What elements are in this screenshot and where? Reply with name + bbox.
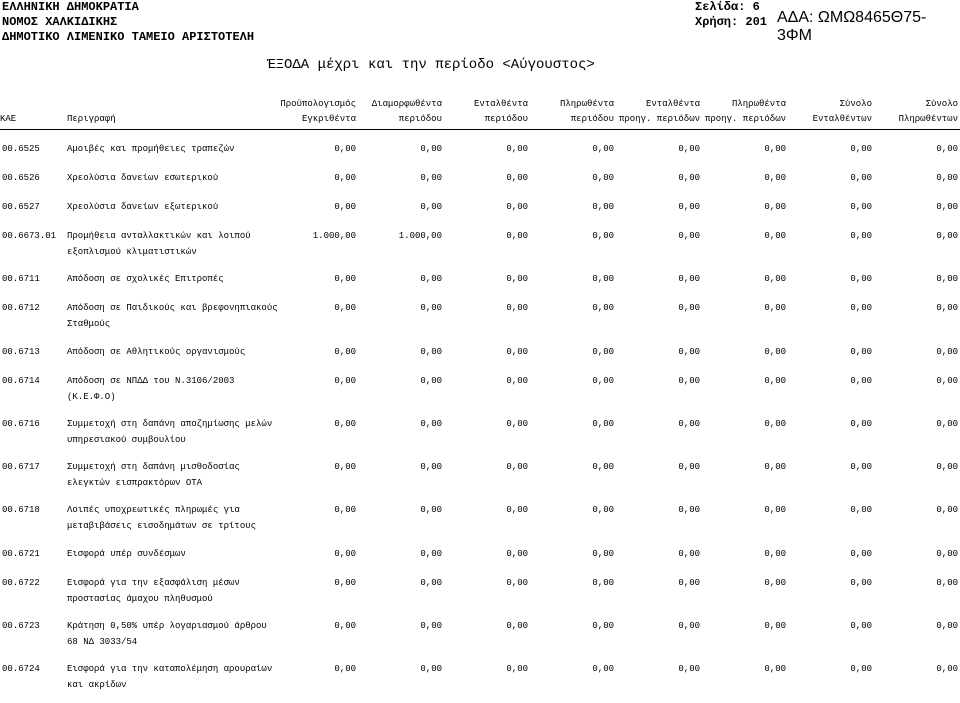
row-kae-code: 00.6721 (2, 549, 40, 559)
row-amount: 0,00 (850, 202, 872, 212)
row-amount: 0,00 (592, 462, 614, 472)
row-description (67, 618, 282, 650)
col-kae: ΚΑΕ (0, 114, 17, 124)
row-amount: 0,00 (334, 376, 356, 386)
row-description-line: Εισφορά υπέρ συνδέσμων (67, 549, 186, 559)
row-amount: 0,00 (506, 376, 528, 386)
row-description (67, 661, 282, 693)
row-amount: 0,00 (678, 462, 700, 472)
row-description-line: Απόδοση σε Αθλητικούς οργανισμούς (67, 347, 246, 357)
row-amount: 0,00 (850, 347, 872, 357)
row-amount: 0,00 (850, 505, 872, 515)
row-amount: 0,00 (592, 144, 614, 154)
row-amount: 0,00 (334, 462, 356, 472)
row-amount: 0,00 (506, 347, 528, 357)
row-amount: 0,00 (764, 549, 786, 559)
row-amount: 0,00 (420, 274, 442, 284)
row-description-line: Σταθμούς (67, 319, 111, 329)
row-kae-code: 00.6713 (2, 347, 40, 357)
row-amount: 0,00 (592, 303, 614, 313)
row-description (67, 546, 282, 562)
row-kae-code: 00.6525 (2, 144, 40, 154)
header-line-prefecture: ΝΟΜΟΣ ΧΑΛΚΙΔΙΚΗΣ (2, 15, 118, 29)
row-description-line: Απόδοση σε Παιδικούς και βρεφονηπιακούς (67, 303, 278, 313)
col-description: Περιγραφή (67, 114, 116, 124)
row-amount: 0,00 (334, 419, 356, 429)
row-description (67, 141, 282, 157)
row-amount: 0,00 (850, 303, 872, 313)
row-kae-code: 00.6716 (2, 419, 40, 429)
row-amount: 0,00 (936, 144, 958, 154)
row-amount: 0,00 (506, 664, 528, 674)
row-amount: 0,00 (678, 202, 700, 212)
row-amount: 0,00 (334, 621, 356, 631)
col-total-paid-line1: Σύνολο (925, 99, 958, 109)
row-amount: 0,00 (764, 578, 786, 588)
row-amount: 0,00 (506, 621, 528, 631)
row-amount: 0,00 (506, 578, 528, 588)
row-amount: 0,00 (592, 621, 614, 631)
row-description-line: Χρεολύσια δανείων εσωτερικού (67, 173, 219, 183)
row-description (67, 373, 282, 405)
row-amount: 0,00 (420, 144, 442, 154)
row-amount: 0,00 (764, 202, 786, 212)
row-description-line: Συμμετοχή στη δαπάνη αποζημίωσης μελών (67, 419, 273, 429)
row-amount: 0,00 (764, 274, 786, 284)
page-number: Σελίδα: 6 (695, 0, 760, 14)
row-amount: 0,00 (850, 578, 872, 588)
row-amount: 0,00 (420, 376, 442, 386)
row-description-line: μεταβιβάσεις εισοδημάτων σε τρίτους (67, 521, 257, 531)
row-description (67, 502, 282, 534)
row-amount: 0,00 (506, 505, 528, 515)
row-amount: 0,00 (334, 202, 356, 212)
row-amount: 0,00 (678, 173, 700, 183)
row-description (67, 344, 282, 360)
row-amount: 0,00 (936, 202, 958, 212)
row-amount: 0,00 (850, 549, 872, 559)
row-description-line: και ακρίδων (67, 680, 127, 690)
row-description (67, 575, 282, 607)
col-total-paid-line2: Πληρωθέντων (898, 114, 958, 124)
row-amount: 0,00 (678, 231, 700, 241)
row-amount: 0,00 (850, 274, 872, 284)
row-description (67, 459, 282, 491)
row-kae-code: 00.6527 (2, 202, 40, 212)
row-amount: 0,00 (592, 274, 614, 284)
row-amount: 0,00 (334, 303, 356, 313)
row-amount: 0,00 (420, 578, 442, 588)
col-prev-commit-line2: προηγ. περιόδων (618, 114, 700, 124)
row-kae-code: 00.6673.01 (2, 231, 57, 241)
row-amount: 0,00 (936, 419, 958, 429)
row-amount: 0,00 (678, 347, 700, 357)
row-amount: 0,00 (506, 202, 528, 212)
col-adjusted-line1: Διαμορφωθέντα (371, 99, 442, 109)
row-description-line: υπηρεσιακού συμβουλίου (67, 435, 186, 445)
row-description-line: ελεγκτών εισπρακτόρων ΟΤΑ (67, 478, 203, 488)
row-amount: 0,00 (764, 419, 786, 429)
row-amount: 0,00 (936, 505, 958, 515)
row-amount: 0,00 (764, 376, 786, 386)
row-description (67, 271, 282, 287)
row-amount: 0,00 (850, 419, 872, 429)
row-amount: 0,00 (764, 231, 786, 241)
header-line-country: ΕΛΛΗΝΙΚΗ ΔΗΜΟΚΡΑΤΙΑ (2, 0, 139, 14)
row-amount: 0,00 (678, 505, 700, 515)
row-amount: 0,00 (592, 173, 614, 183)
row-description-line: Συμμετοχή στη δαπάνη μισθοδοσίας (67, 462, 240, 472)
row-kae-code: 00.6717 (2, 462, 40, 472)
row-description-line: προστασίας άμαχου πληθυσμού (67, 594, 213, 604)
row-amount: 0,00 (592, 376, 614, 386)
row-amount: 0,00 (678, 621, 700, 631)
row-amount: 0,00 (506, 274, 528, 284)
row-amount: 0,00 (592, 578, 614, 588)
row-amount: 0,00 (506, 419, 528, 429)
fiscal-year: Χρήση: 201 (695, 15, 768, 29)
row-description-line: Απόδοση σε ΝΠΔΔ του Ν.3106/2003 (67, 376, 235, 386)
row-amount: 0,00 (420, 505, 442, 515)
row-amount: 0,00 (420, 419, 442, 429)
row-amount: 0,00 (334, 664, 356, 674)
row-amount: 0,00 (420, 173, 442, 183)
row-amount: 0,00 (592, 202, 614, 212)
col-commit-line2: περιόδου (484, 114, 528, 124)
row-amount: 0,00 (936, 549, 958, 559)
row-kae-code: 00.6526 (2, 173, 40, 183)
row-amount: 0,00 (334, 274, 356, 284)
header-divider (0, 129, 960, 130)
row-description-line: Προμήθεια ανταλλακτικών και λοιπού (67, 231, 251, 241)
row-amount: 0,00 (936, 303, 958, 313)
row-amount: 0,00 (334, 549, 356, 559)
report-title: ΈΞΟΔΑ μέχρι και την περίοδο <Αύγουστος> (267, 57, 595, 73)
row-amount: 0,00 (592, 419, 614, 429)
row-amount: 0,00 (678, 303, 700, 313)
row-kae-code: 00.6718 (2, 505, 40, 515)
row-amount: 0,00 (334, 173, 356, 183)
row-amount: 0,00 (420, 202, 442, 212)
row-amount: 0,00 (506, 549, 528, 559)
row-amount: 0,00 (764, 144, 786, 154)
row-amount: 0,00 (764, 347, 786, 357)
row-amount: 0,00 (420, 347, 442, 357)
row-amount: 0,00 (506, 303, 528, 313)
row-amount: 0,00 (764, 505, 786, 515)
row-amount: 1.000,00 (398, 231, 442, 241)
col-budget-line2: Εγκριθέντα (301, 114, 356, 124)
ada-stamp: ΑΔΑ: ΩΜΩ8465Θ75-3ΦΜ (775, 9, 960, 45)
row-amount: 0,00 (678, 664, 700, 674)
row-description-line: Εισφορά για την εξασφάλιση μέσων (67, 578, 240, 588)
row-description-line: Κράτηση 0,50% υπέρ λογαριασμού άρθρου (67, 621, 267, 631)
col-prev-paid-line1: Πληρωθέντα (731, 99, 786, 109)
col-commit-line1: Ενταλθέντα (473, 99, 528, 109)
row-amount: 0,00 (420, 664, 442, 674)
row-kae-code: 00.6722 (2, 578, 40, 588)
row-amount: 0,00 (678, 274, 700, 284)
row-amount: 0,00 (936, 578, 958, 588)
row-description (67, 300, 282, 332)
row-amount: 0,00 (420, 303, 442, 313)
row-description (67, 170, 282, 186)
row-description-line: Εισφορά για την καταπολέμηση αρουραίων (67, 664, 273, 674)
row-amount: 0,00 (936, 274, 958, 284)
row-amount: 0,00 (420, 621, 442, 631)
row-description-line: Αμοιβές και προμήθειες τραπεζών (67, 144, 235, 154)
row-kae-code: 00.6714 (2, 376, 40, 386)
row-amount: 0,00 (850, 173, 872, 183)
col-total-commit-line2: Ενταλθέντων (812, 114, 872, 124)
row-amount: 0,00 (592, 549, 614, 559)
row-amount: 0,00 (592, 505, 614, 515)
row-amount: 0,00 (506, 462, 528, 472)
row-amount: 0,00 (592, 664, 614, 674)
row-description-line: εξοπλισμού κλιματιστικών (67, 247, 197, 257)
row-description (67, 228, 282, 260)
row-amount: 0,00 (334, 347, 356, 357)
document-header-right (695, 0, 767, 30)
row-amount: 0,00 (334, 144, 356, 154)
col-budget-line1: Προϋπολογισμός (280, 99, 356, 109)
row-amount: 0,00 (592, 347, 614, 357)
col-paid-line1: Πληρωθέντα (559, 99, 614, 109)
row-amount: 0,00 (506, 144, 528, 154)
row-description-line: Λοιπές υποχρεωτικές πληρωμές για (67, 505, 240, 515)
row-amount: 0,00 (936, 231, 958, 241)
col-prev-commit-line1: Ενταλθέντα (645, 99, 700, 109)
col-adjusted-line2: περιόδου (398, 114, 442, 124)
col-total-commit-line1: Σύνολο (839, 99, 872, 109)
row-amount: 0,00 (850, 664, 872, 674)
header-line-organization: ΔΗΜΟΤΙΚΟ ΛΙΜΕΝΙΚΟ ΤΑΜΕΙΟ ΑΡΙΣΤΟΤΕΛΗ (2, 30, 255, 44)
row-amount: 0,00 (678, 578, 700, 588)
row-amount: 0,00 (678, 376, 700, 386)
row-amount: 0,00 (936, 347, 958, 357)
row-amount: 0,00 (334, 505, 356, 515)
row-amount: 0,00 (678, 419, 700, 429)
row-amount: 0,00 (506, 231, 528, 241)
row-amount: 0,00 (764, 303, 786, 313)
row-amount: 0,00 (850, 621, 872, 631)
row-amount: 0,00 (764, 621, 786, 631)
row-amount: 0,00 (936, 664, 958, 674)
row-amount: 0,00 (592, 231, 614, 241)
row-amount: 0,00 (936, 621, 958, 631)
row-amount: 0,00 (764, 462, 786, 472)
row-description (67, 199, 282, 215)
row-amount: 1.000,00 (312, 231, 356, 241)
row-amount: 0,00 (678, 549, 700, 559)
row-kae-code: 00.6724 (2, 664, 40, 674)
row-amount: 0,00 (850, 376, 872, 386)
row-amount: 0,00 (850, 462, 872, 472)
row-amount: 0,00 (420, 549, 442, 559)
row-description-line: Απόδοση σε σχολικές Επιτροπές (67, 274, 224, 284)
row-amount: 0,00 (850, 231, 872, 241)
row-kae-code: 00.6712 (2, 303, 40, 313)
row-amount: 0,00 (850, 144, 872, 154)
col-paid-line2: περιόδου (570, 114, 614, 124)
document-header (2, 0, 254, 45)
row-amount: 0,00 (678, 144, 700, 154)
row-amount: 0,00 (506, 173, 528, 183)
row-amount: 0,00 (936, 462, 958, 472)
row-amount: 0,00 (420, 462, 442, 472)
row-amount: 0,00 (334, 578, 356, 588)
row-kae-code: 00.6711 (2, 274, 40, 284)
row-description (67, 416, 282, 448)
row-amount: 0,00 (936, 376, 958, 386)
row-description-line: 68 ΝΔ 3033/54 (67, 637, 138, 647)
col-prev-paid-line2: προηγ. περιόδων (704, 114, 786, 124)
row-amount: 0,00 (936, 173, 958, 183)
row-kae-code: 00.6723 (2, 621, 40, 631)
row-description-line: Χρεολύσια δανείων εξωτερικού (67, 202, 219, 212)
row-description-line: (Κ.Ε.Φ.Ο) (67, 392, 116, 402)
row-amount: 0,00 (764, 173, 786, 183)
row-amount: 0,00 (764, 664, 786, 674)
